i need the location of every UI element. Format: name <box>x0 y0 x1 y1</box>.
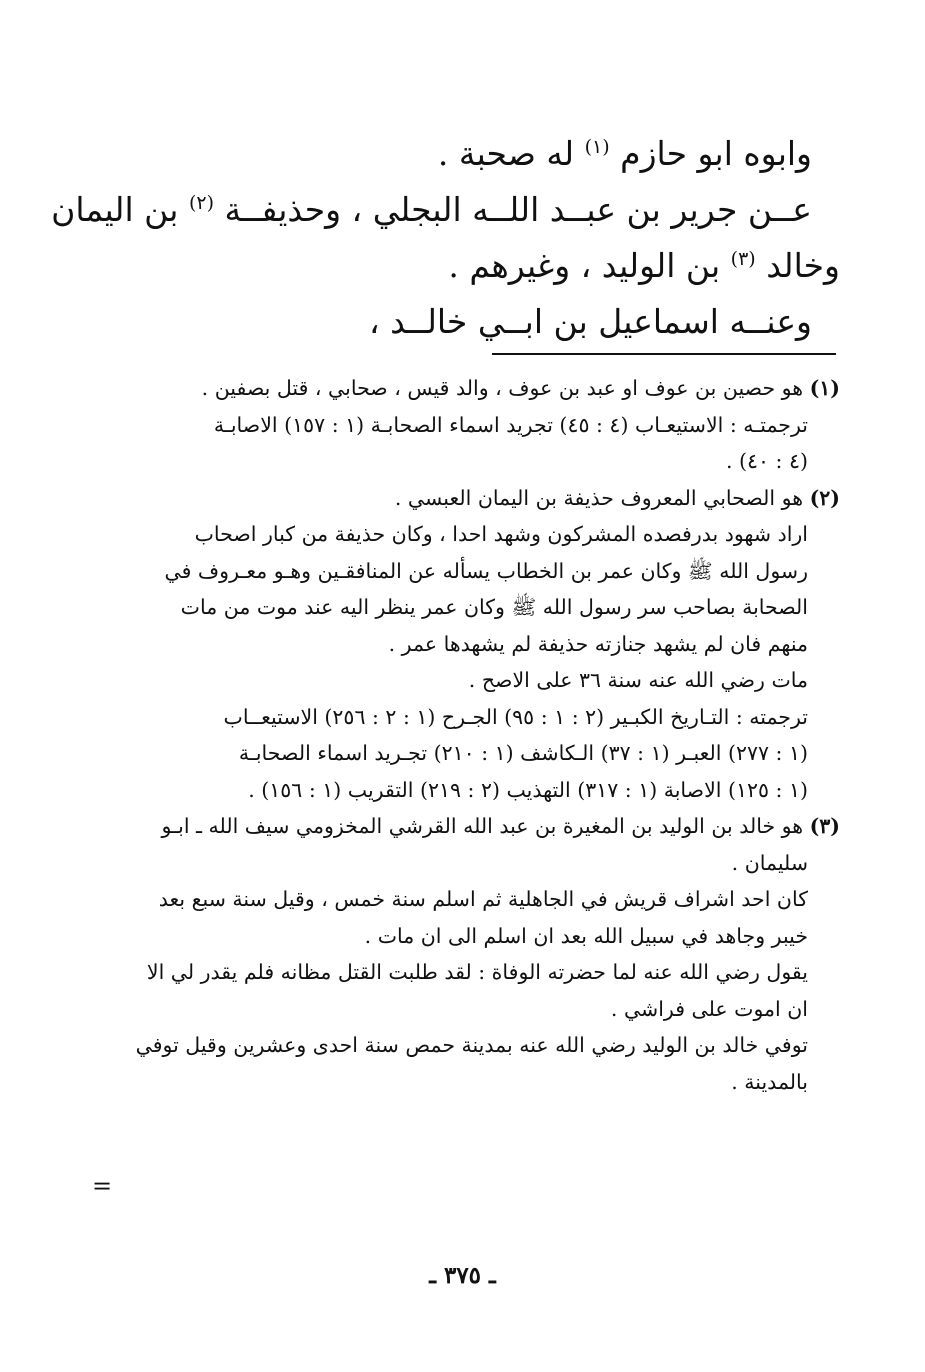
main-line-2: عــن جرير بن عبــد اللــه البجلي ، وحذيفــة $^{(٢)}$ بن اليمان <box>51 190 812 229</box>
footnote-2-line-4: الصحابة بصاحب سر رسول الله ﷺ وكان عمر ينظر اليه عند موت من مات <box>180 595 808 619</box>
footnote-1-line-3: (٤ : ٤٠) . <box>725 449 808 473</box>
footnote-3-line-6: ان اموت على فراشي . <box>610 996 808 1021</box>
footnote-number-1: (١) <box>809 376 840 400</box>
footnote-ref-3[interactable]: (٣) <box>730 248 756 270</box>
footnote-3-line-2: سليمان . <box>731 850 808 875</box>
main-line-4: وعنــه اسماعيل بن ابــي خالــد ، <box>369 302 812 341</box>
footnote-2-line-5: منهم فان لم يشهد جنازته حذيفة لم يشهدها عمر . <box>388 631 808 656</box>
footnote-2-line-9: (١ : ١٢٥) الاصابة (١ : ٣١٧) التهذيب (٢ : ٢١٩) التقريب (١ : ١٥٦) . <box>248 777 808 802</box>
footnote-3-line-5: يقول رضي الله عنه لما حضرته الوفاة : لقد طلبت القتل مظانه فلم يقدر لي الا <box>146 960 808 984</box>
footnote-ref-2[interactable]: (٢) <box>188 192 214 214</box>
footnote-3-line-3: كان احد اشراف قريش في الجاهلية ثم اسلم سنة خمس ، وقيل سنة سبع بعد <box>158 887 808 911</box>
footnote-1-line-2: ترجمتـه : الاستيعـاب (٤ : ٤٥) تجريد اسماء الصحابـة (١ : ١٥٧) الاصابـة <box>213 412 808 437</box>
footnote-1-line-1: (١) هو حصين بن عوف او عبد بن عوف ، والد قيس ، صحابي ، قتل بصفين . <box>201 376 840 400</box>
footnote-2-line-6: مات رضي الله عنه سنة ٣٦ على الاصح . <box>468 668 808 692</box>
footnote-3-line-8: بالمدينة . <box>731 1069 808 1094</box>
footnote-3-line-1: (٣) هو خالد بن الوليد بن المغيرة بن عبد الله القرشي المخزومي سيف الله ـ ابـو <box>161 814 840 838</box>
footnote-2-line-1: (٢) هو الصحابي المعروف حذيفة بن اليمان العبسي . <box>394 485 840 510</box>
footnote-2-line-8: (١ : ٢٧٧) العبـر (١ : ٣٧) الـكاشف (١ : ٢١٠) تجـريد اسماء الصحابـة <box>238 741 808 765</box>
footnote-number-2: (٢) <box>809 485 840 510</box>
footnotes <box>130 370 840 1100</box>
footnote-ref-1[interactable]: (١) <box>584 136 610 158</box>
footnote-3-line-7: توفي خالد بن الوليد رضي الله عنه بمدينة حمص سنة احدى وعشرين وقيل توفي <box>135 1033 808 1057</box>
footnote-number-3: (٣) <box>809 814 840 838</box>
footnote-2-line-2: اراد شهود بدرفصده المشركون وشهد احدا ، وكان حذيفة من كبار اصحاب <box>194 522 808 546</box>
main-text <box>51 126 840 350</box>
footnote-2-line-3: رسول الله ﷺ وكان عمر بن الخطاب يسأله عن المنافقـين وهـو معـروف في <box>164 558 808 583</box>
footnote-separator <box>492 353 836 355</box>
main-line-3: وخالد $^{(٣)}$ بن الوليد ، وغيرهم . <box>448 246 840 285</box>
main-line-1: وابوه ابو حازم $^{(١)}$ له صحبة . <box>437 134 812 173</box>
footnote-2-line-7: ترجمته : التـاريخ الكبـير (٢ : ١ : ٩٥) الجـرح (١ : ٢ : ٢٥٦) الاستيعــاب <box>223 704 808 729</box>
continuation-mark: = <box>92 1172 113 1200</box>
footnote-3-line-4: خيبر وجاهد في سبيل الله بعد ان اسلم الى ان مات . <box>364 923 808 948</box>
page-number: ـ ٣٧٥ ـ <box>429 1262 496 1289</box>
